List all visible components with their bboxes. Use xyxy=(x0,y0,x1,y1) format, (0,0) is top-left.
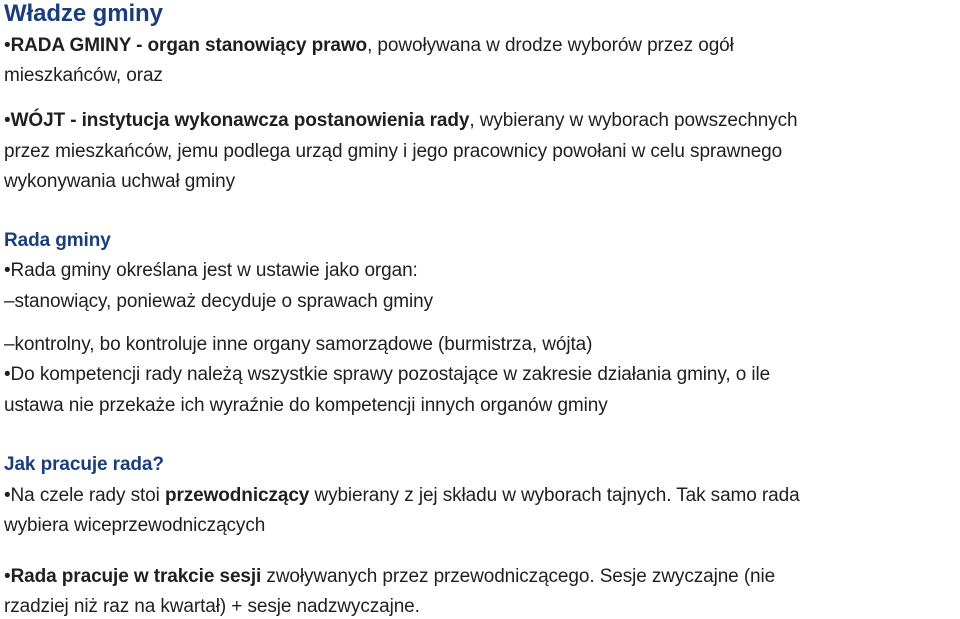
rada-gminy-text: , powoływana w drodze wyborów przez ogół xyxy=(367,35,734,56)
przewodniczacy-bold: przewodniczący xyxy=(164,485,310,506)
bullet: • xyxy=(4,566,11,587)
kompetencje-line-2: ustawa nie przekaże ich wyraźnie do kompetencji innych organów gminy xyxy=(4,395,608,416)
kompetencje-line-1: •Do kompetencji rady należą wszystkie sprawy pozostające w zakresie działania gminy, o ile xyxy=(4,364,771,385)
page-title: Władze gminy xyxy=(4,0,163,27)
rada-gminy-paragraph-line-1 xyxy=(4,34,734,58)
wojt-paragraph-line-1 xyxy=(4,109,797,133)
rada-gminy-heading: Rada gminy xyxy=(4,230,111,251)
rada-gminy-paragraph-line-2: mieszkańców, oraz xyxy=(4,65,163,86)
sesje-text: zwoływanych przez przewodniczącego. Sesje zwyczajne (nie xyxy=(261,566,776,587)
rada-organ-line: •Rada gminy określana jest w ustawie jako organ: xyxy=(4,260,418,281)
wojt-paragraph-line-3: wykonywania uchwał gminy xyxy=(4,171,235,192)
sesje-bold: Rada pracuje w trakcie sesji xyxy=(10,566,262,587)
sesje-line-1 xyxy=(4,565,775,589)
przewodniczacy-end: wybierany z jej składu w wyborach tajnych. Tak samo rada xyxy=(309,485,800,506)
stanowiacy-line: –stanowiący, ponieważ decyduje o sprawach gminy xyxy=(4,291,434,312)
bullet: • xyxy=(4,35,11,56)
kontrolny-line: –kontrolny, bo kontroluje inne organy samorządowe (burmistrza, wójta) xyxy=(4,334,593,355)
przewodniczacy-start: •Na czele rady stoi xyxy=(4,485,165,506)
rada-gminy-bold-text: RADA GMINY - organ stanowiący prawo xyxy=(10,35,368,56)
sesje-line-2: rzadziej niż raz na kwartał) + sesje nadzwyczajne. xyxy=(4,596,420,617)
wojt-paragraph-line-2: przez mieszkańców, jemu podlega urząd gminy i jego pracownicy powołani w celu sprawnego xyxy=(4,141,783,162)
slide-page xyxy=(4,0,958,619)
wojt-text: , wybierany w wyborach powszechnych xyxy=(469,110,798,131)
wojt-bold-text: WÓJT - instytucja wykonawcza postanowienia rady xyxy=(10,110,470,131)
jak-pracuje-heading: Jak pracuje rada? xyxy=(4,454,164,475)
bullet: • xyxy=(4,110,11,131)
przewodniczacy-line-2: wybiera wiceprzewodniczących xyxy=(4,515,266,536)
przewodniczacy-line-1 xyxy=(4,484,800,508)
